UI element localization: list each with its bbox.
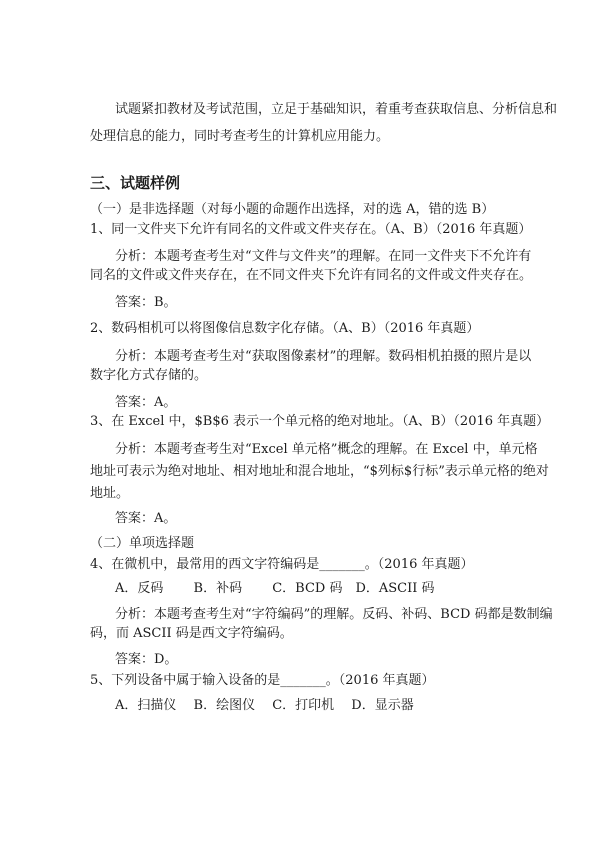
q2-analysis-line-1: 分析：本题考查考生对“获取图像素材”的理解。数码相机拍摄的照片是以	[115, 349, 532, 364]
part2-title: （二）单项选择题	[90, 536, 195, 551]
q1-analysis-line-1: 分析：本题考查考生对“文件与文件夹”的理解。在同一文件夹下不允许有	[115, 249, 532, 264]
q3-analysis-line-2: 地址可表示为绝对地址、相对地址和混合地址，“$列标$行标”表示单元格的绝对	[90, 464, 549, 479]
q2-answer: 答案：A。	[115, 395, 177, 410]
q1-analysis-line-2: 同名的文件或文件夹存在，在不同文件夹下允许有同名的文件或文件夹存在。	[90, 268, 533, 283]
q3-analysis-line-1: 分析：本题考查考生对“Excel 单元格”概念的理解。在 Excel 中，单元格	[115, 442, 538, 457]
q3-stem: 3、在 Excel 中，$B$6 表示一个单元格的绝对地址。（A、B）（2016 年真题）	[90, 414, 550, 429]
q5-stem: 5、下列设备中属于输入设备的是_______。（2016 年真题）	[90, 673, 435, 688]
intro-line-2: 处理信息的能力，同时考查考生的计算机应用能力。	[90, 129, 390, 144]
q2-analysis-line-2: 数字化方式存储的。	[90, 368, 208, 383]
section-title: 三、试题样例	[90, 174, 181, 192]
q2-stem: 2、数码相机可以将图像信息数字化存储。（A、B）（2016 年真题）	[90, 321, 480, 336]
part1-title: （一）是非选择题（对每小题的命题作出选择，对的选 A，错的选 B）	[90, 202, 495, 217]
q4-analysis-line-2: 码，而 ASCII 码是西文字符编码。	[90, 626, 293, 641]
intro-line-1: 试题紧扣教材及考试范围，立足于基础知识，着重考查获取信息、分析信息和	[115, 102, 558, 117]
q4-analysis-line-1: 分析：本题考查考生对“字符编码”的理解。反码、补码、BCD 码都是数制编	[115, 607, 553, 622]
q1-answer: 答案：B。	[115, 295, 177, 310]
q4-stem: 4、在微机中，最常用的西文字符编码是_______。（2016 年真题）	[90, 557, 474, 572]
q3-answer: 答案：A。	[115, 511, 177, 526]
q4-options: A．反码 B．补码 C．BCD 码 D．ASCII 码	[115, 581, 435, 596]
q4-answer: 答案：D。	[115, 652, 178, 667]
q3-analysis-line-3: 地址。	[90, 486, 130, 501]
q5-options: A．扫描仪 B．绘图仪 C．打印机 D．显示器	[115, 698, 414, 713]
q1-stem: 1、同一文件夹下允许有同名的文件或文件夹存在。（A、B）（2016 年真题）	[90, 222, 532, 237]
